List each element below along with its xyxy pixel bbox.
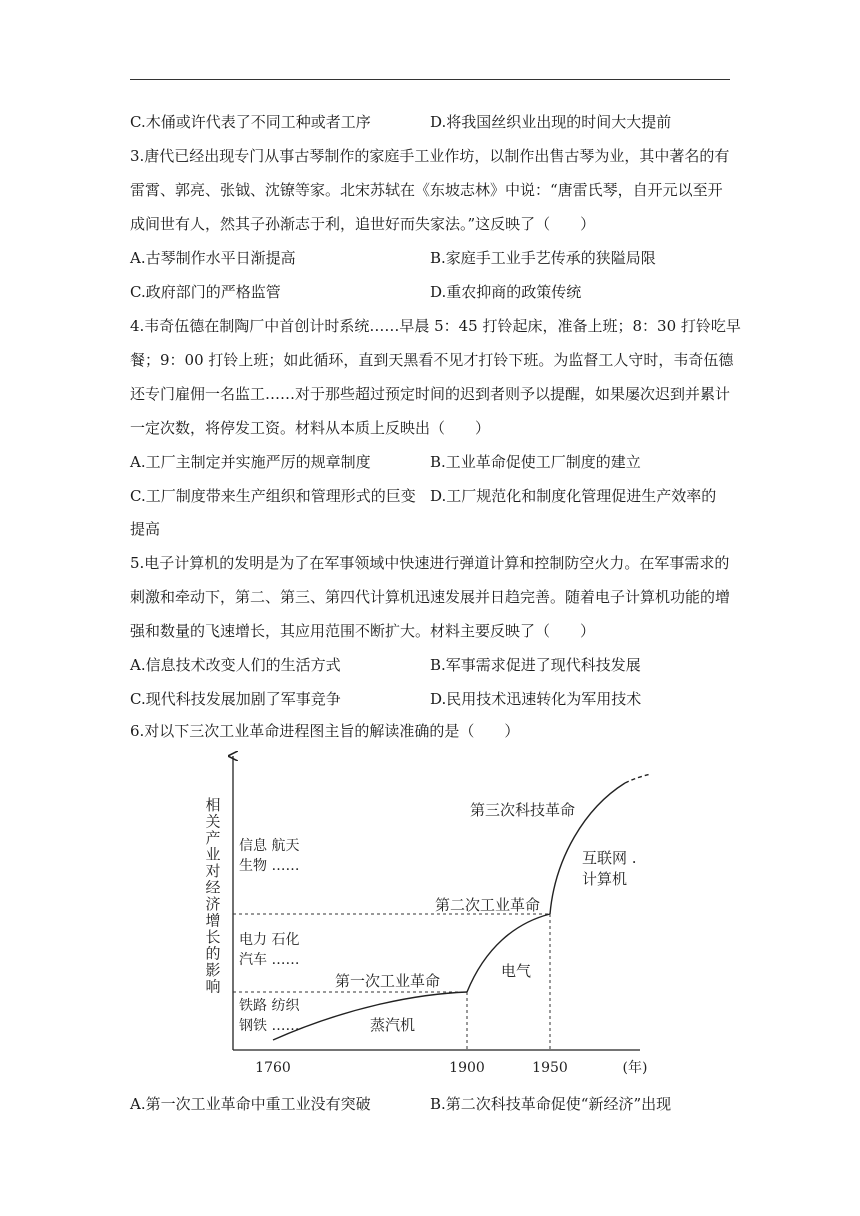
- y-axis-label-char: 关: [205, 812, 221, 831]
- q6-option-a[interactable]: A.第一次工业革命中重工业没有突破: [130, 1095, 371, 1113]
- y-axis-label-char: 的: [205, 944, 221, 963]
- q4-option-d[interactable]: D.工厂规范化和制度化管理促进生产效率的: [430, 487, 717, 505]
- stage1-industries-1: 铁路 纺织: [239, 998, 300, 1014]
- q3-option-b[interactable]: B.家庭手工业手艺传承的狭隘局限: [430, 249, 656, 267]
- q3-option-c[interactable]: C.政府部门的严格监管: [130, 283, 281, 301]
- stage3-future-dashed: [625, 774, 651, 783]
- q5-stem-line-3: 强和数量的飞速增长，其应用范围不断扩大。材料主要反映了（ ）: [130, 622, 596, 640]
- y-axis-label-char: 业: [205, 845, 221, 864]
- stage1-label: 第一次工业革命: [335, 972, 441, 990]
- q6-option-b[interactable]: B.第二次科技革命促使“新经济”出现: [430, 1095, 672, 1113]
- y-axis-label-char: 长: [205, 928, 221, 946]
- stage2-industries-1: 电力 石化: [239, 932, 300, 948]
- q4-option-d-continued: 提高: [130, 520, 161, 538]
- q3-stem-line-1: 3.唐代已经出现专门从事古琴制作的家庭手工业作坊，以制作出售古琴为业，其中著名的有: [130, 147, 730, 165]
- y-axis-label-char: 对: [205, 862, 221, 880]
- q5-stem-line-1: 5.电子计算机的发明是为了在军事领域中快速进行弹道计算和控制防空火力。在军事需求的: [130, 554, 730, 572]
- x-tick-1760: 1760: [255, 1060, 291, 1076]
- stage2-curve: [467, 914, 550, 992]
- q4-option-a[interactable]: A.工厂主制定并实施严厉的规章制度: [130, 453, 371, 471]
- q3-option-d[interactable]: D.重农抑商的政策传统: [430, 283, 582, 301]
- x-tick-1900: 1900: [449, 1060, 485, 1076]
- y-axis-label: [205, 796, 220, 996]
- y-axis-label-char: 响: [205, 977, 221, 996]
- stage3-tech-2: 计算机: [582, 870, 628, 888]
- y-axis-label-char: 经: [205, 878, 221, 897]
- q6-stem: 6.对以下三次工业革命进程图主旨的解读准确的是（ ）: [130, 722, 520, 740]
- y-axis-label-char: 相: [205, 796, 221, 814]
- q4-stem-line-2: 餐；9：00 打铃上班；如此循环，直到天黑看不见才打铃下班。为监督工人守时，韦奇伍德: [130, 351, 734, 369]
- q5-option-b[interactable]: B.军事需求促进了现代科技发展: [430, 656, 641, 674]
- q5-stem-line-2: 刺激和牵动下，第二、第三、第四代计算机迅速发展并日趋完善。随着电子计算机功能的增: [130, 588, 731, 606]
- q2-option-c[interactable]: C.木俑或许代表了不同工种或者工序: [130, 113, 371, 131]
- q2-option-d[interactable]: D.将我国丝织业出现的时间大大提前: [430, 113, 672, 131]
- y-axis-label-char: 产: [205, 829, 221, 847]
- q4-option-b[interactable]: B.工业革命促使工厂制度的建立: [430, 453, 641, 471]
- stage1-tech: 蒸汽机: [370, 1016, 416, 1034]
- stage1-industries-2: 钢铁 ……: [239, 1018, 300, 1034]
- q5-option-d[interactable]: D.民用技术迅速转化为军用技术: [430, 690, 642, 708]
- q4-stem-line-1: 4.韦奇伍德在制陶厂中首创计时系统……早晨 5：45 打铃起床，准备上班；8：30 打铃吃早: [130, 317, 741, 335]
- y-axis-label-char: 影: [205, 961, 221, 979]
- x-unit: (年): [622, 1060, 648, 1076]
- q4-stem-line-4: 一定次数，将停发工资。材料从本质上反映出（ ）: [130, 419, 491, 437]
- y-axis-label-char: 济: [205, 895, 221, 913]
- stage2-industries-2: 汽车 ……: [239, 952, 300, 968]
- q4-option-c[interactable]: C.工厂制度带来生产组织和管理形式的巨变: [130, 487, 416, 505]
- q5-option-a[interactable]: A.信息技术改变人们的生活方式: [130, 656, 341, 674]
- stage3-label: 第三次科技革命: [470, 801, 576, 819]
- q4-stem-line-3: 还专门雇佣一名监工……对于那些超过预定时间的迟到者则予以提醒，如果屡次迟到并累计: [130, 385, 731, 403]
- header-rule: [130, 79, 730, 80]
- q3-option-a[interactable]: A.古琴制作水平日渐提高: [130, 249, 296, 267]
- stage3-industries-1: 信息 航天: [239, 838, 300, 854]
- y-axis-label-char: 增: [205, 911, 221, 930]
- q3-stem-line-2: 雷霄、郭亮、张钺、沈镣等家。北宋苏轼在《东坡志林》中说：“唐雷氏琴，自开元以至开: [130, 181, 723, 199]
- q5-option-c[interactable]: C.现代科技发展加剧了军事竞争: [130, 690, 341, 708]
- stage2-label: 第二次工业革命: [435, 896, 541, 914]
- industrial-revolution-diagram: [195, 748, 675, 1088]
- x-tick-1950: 1950: [532, 1060, 568, 1076]
- stage3-industries-2: 生物 ……: [239, 858, 300, 874]
- stage2-tech: 电气: [501, 962, 532, 980]
- q3-stem-line-3: 成间世有人，然其子孙渐志于利，追世好而失家法。”这反映了（ ）: [130, 215, 596, 233]
- stage3-tech-1: 互联网 .: [582, 849, 637, 867]
